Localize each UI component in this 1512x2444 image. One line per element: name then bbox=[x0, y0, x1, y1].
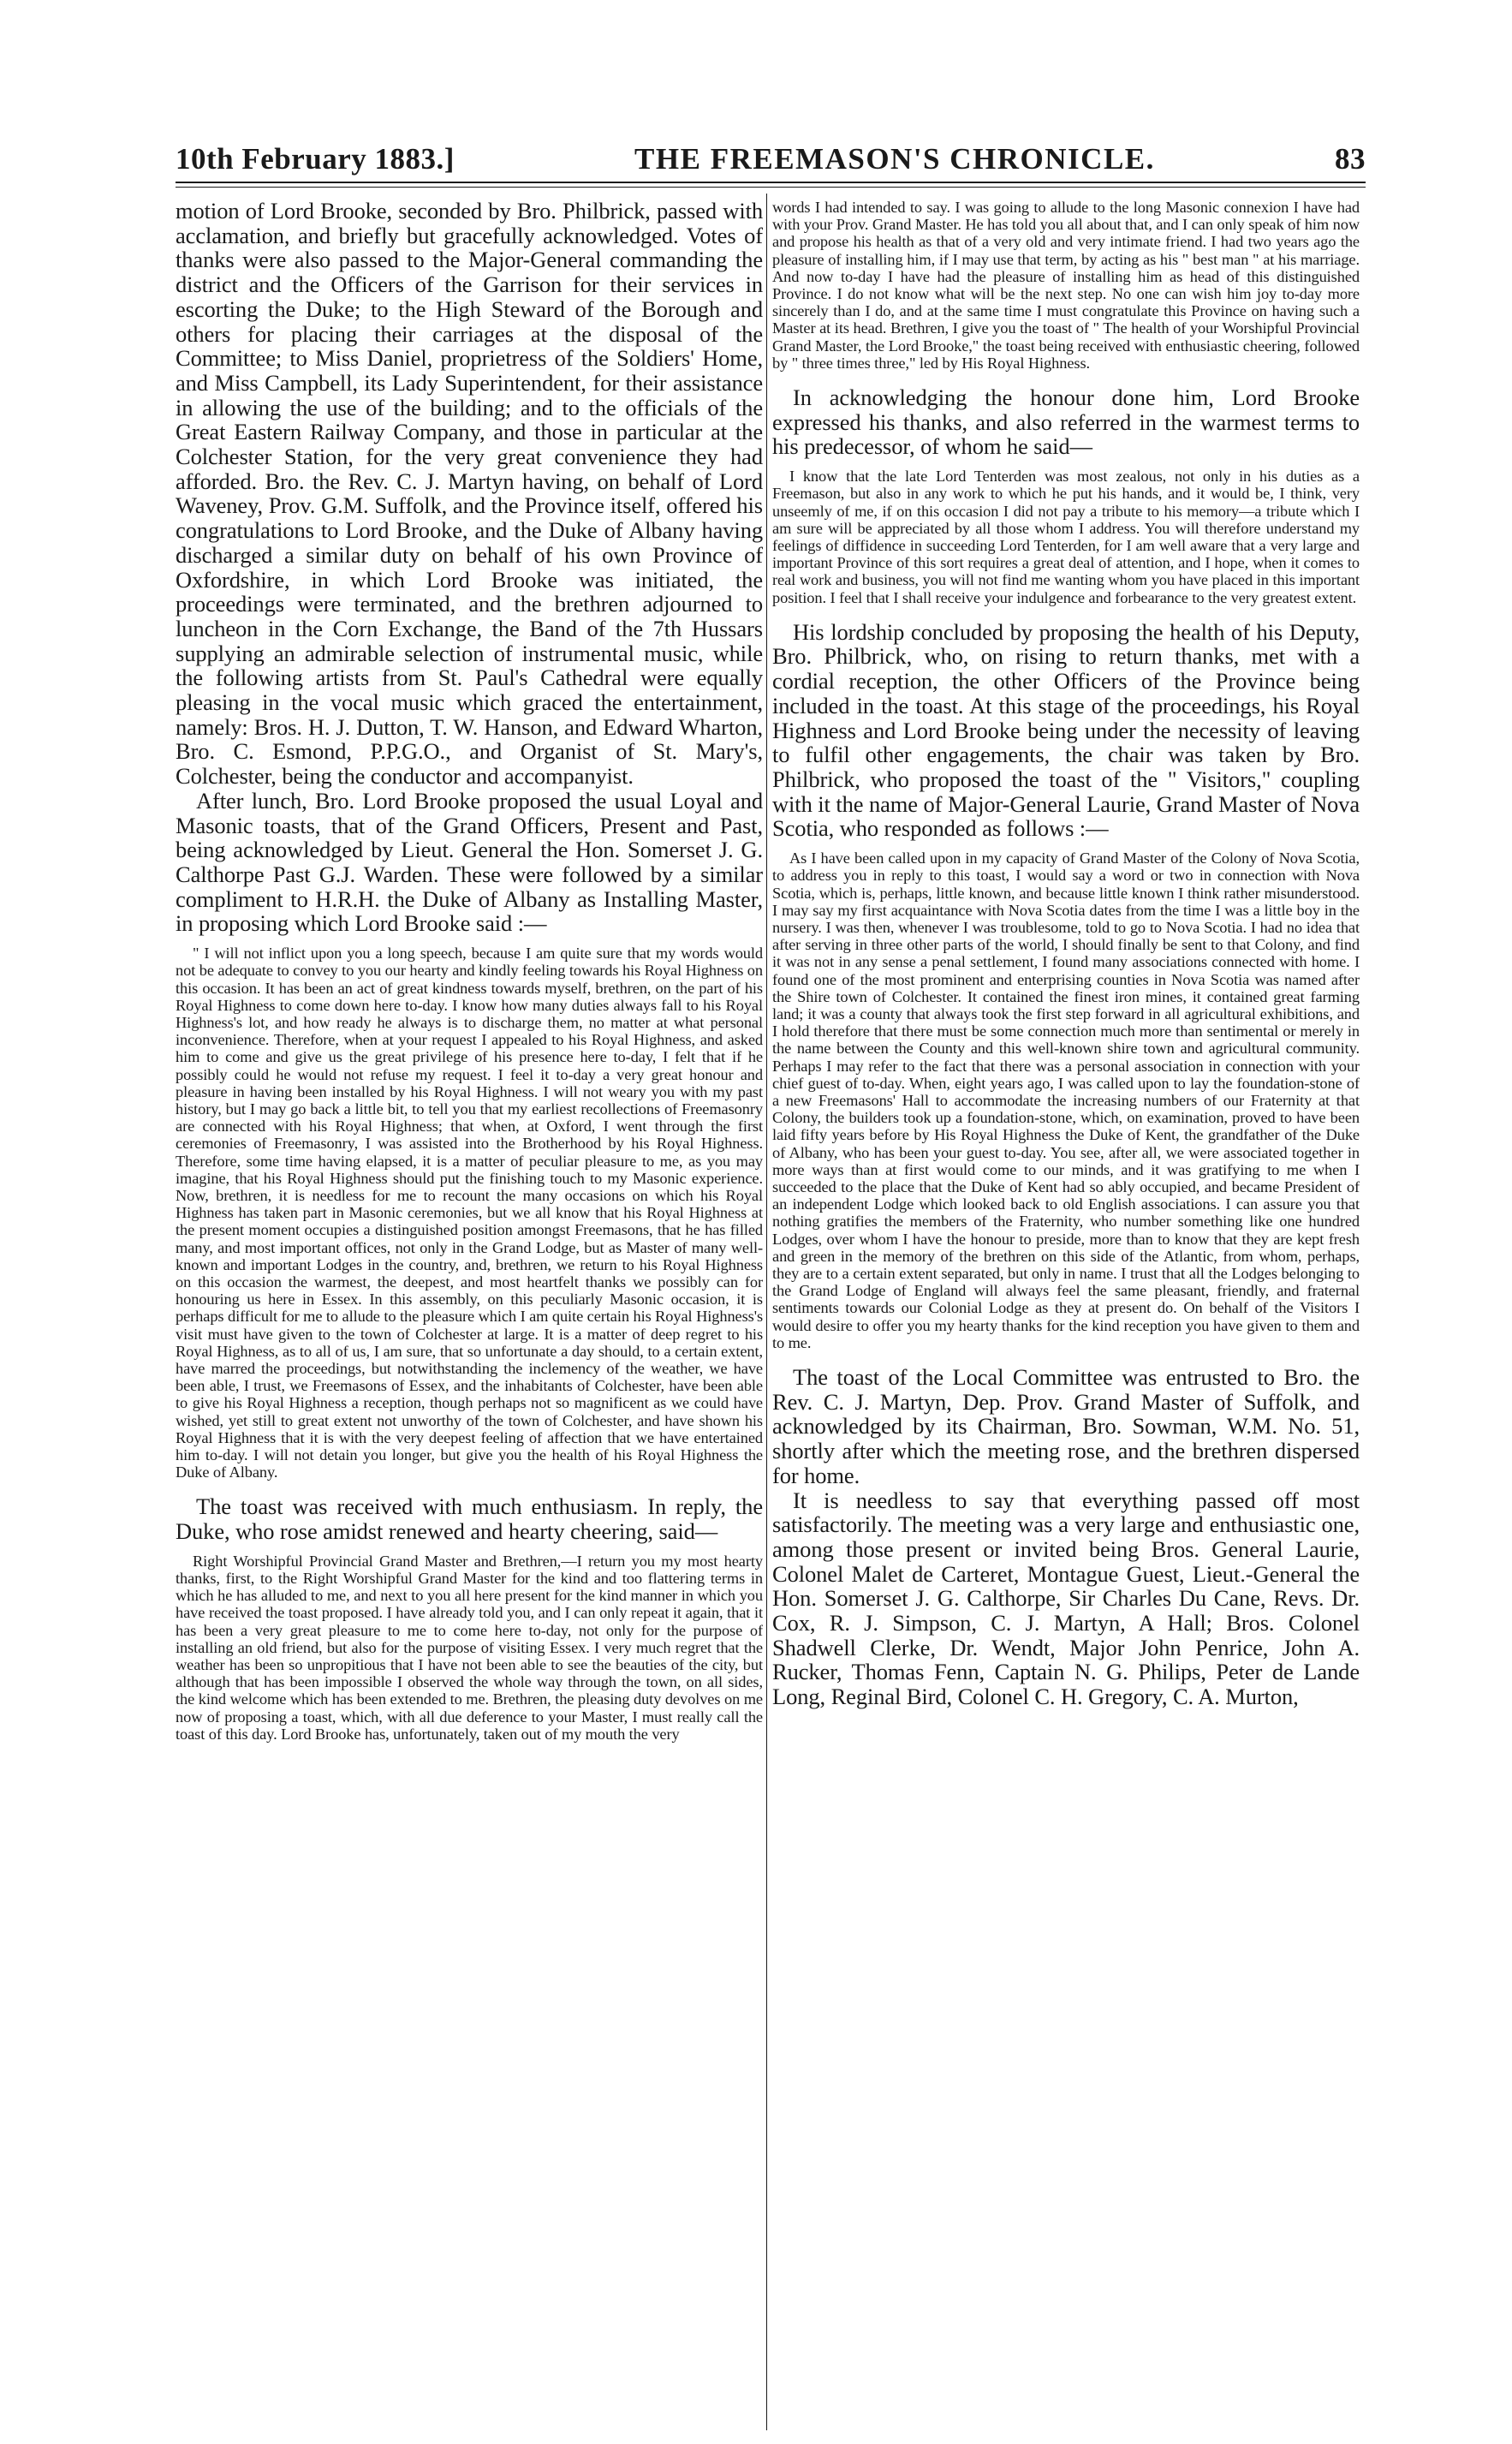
article-paragraph: The toast of the Local Committee was entrusted to Bro. the Rev. C. J. Martyn, Dep. Prov. Grand Master of Suffolk, and acknowledged by its Chairman, Bro. Sowman, W.M. No. 51, shortly after which the meeting rose, and the brethren dispersed for home. bbox=[772, 1363, 1360, 1488]
left-column bbox=[176, 199, 763, 2425]
article-paragraph: His lordship concluded by proposing the health of his Deputy, Bro. Philbrick, who, on rising to return thanks, met with a cordial reception, the other Officers of the Province being included in the toast. At this stage of the proceedings, his Royal Highness and Lord Brooke being under the necessity of leaving to fulfil other engagements, the chair was taken by Bro. Philbrick, who proposed the toast of the " Visitors," coupling with it the name of Major-General Laurie, Grand Master of Nova Scotia, who responded as follows :— bbox=[772, 618, 1360, 842]
article-paragraph: The toast was received with much enthusiasm. In reply, the Duke, who rose amidst renewed and hearty cheering, said— bbox=[176, 1493, 763, 1545]
header-rule bbox=[176, 182, 1366, 188]
speech-quote: words I had intended to say. I was going to allude to the long Masonic connexion I have had with your Prov. Grand Master. He has told you all about that, and I can only speak of him now and propose his health as that of a very old and very intimate friend. I had two years ago the pleasure of installing him, if I may use that term, by acting as his " best man " at his marriage. And now to-day I have had the pleasure of installing him as head of this distinguished Province. I do not know what will be the next step. No one can wish him joy to-day more sincerely than I do, and at the same time I must congratulate this Province on having such a Master at its head. Brethren, I give you the toast of " The health of your Worshipful Provincial Grand Master, the Lord Brooke," the toast being received with enthusiastic cheering, followed by " three times three," led by His Royal Highness. bbox=[772, 199, 1360, 372]
page-number: 83 bbox=[1334, 142, 1366, 176]
column-divider bbox=[766, 194, 767, 2430]
article-paragraph: It is needless to say that everything passed off most satisfactorily. The meeting was a very large and enthusiastic one, among those present or invited being Bros. General Laurie, Colonel Malet de Carteret, Montague Guest, Lieut.-General the Hon. Somerset J. G. Calthorpe, Sir Charles Du Cane, Revs. Dr. Cox, R. J. Simpson, C. J. Martyn, A Hall; Bros. Colonel Shadwell Clerke, Dr. Wendt, Major John Penrice, John A. Rucker, Thomas Fenn, Captain N. G. Philips, Peter de Lande Long, Reginal Bird, Colonel C. H. Gregory, C. A. Murton, bbox=[772, 1487, 1360, 1710]
speech-quote: " I will not inflict upon you a long speech, because I am quite sure that my words would not be adequate to convey to you our hearty and kindly feeling towards his Royal Highness on this occasion. It has been an act of great kindness towards myself, brethren, on the part of his Royal Highness to come down here to-day. I know how many duties always fall to his Royal Highness's lot, and how ready he always is to discharge them, no matter at what personal inconvenience. Therefore, when at your request I appealed to his Royal Highness, and asked him to come and give us the great privilege of his presence here to-day, I felt that if he possibly could he would not refuse my request. I feel it to-day a very great honour and pleasure in having been installed by his Royal Highness. I will not weary you with my past history, but I may go back a little bit, to tell you that my earliest recollections of Freemasonry are connected with his Royal Highness; that when, at Oxford, I went through the first ceremonies of Freemasonry, I was assisted into the Brotherhood by his Royal Highness. Therefore, some time having elapsed, it is a matter of peculiar pleasure to me, as you may imagine, that his Royal Highness should put the finishing touch to my Masonic experience. Now, brethren, it is needless for me to recount the many occasions on which his Royal Highness has taken part in Masonic ceremonies, but we all know that his Royal Highness at the present moment occupies a distinguished position amongst Freemasons, that he has filled many, and most important offices, not only in the Grand Lodge, but as Master of many well-known and important Lodges in the country, and, brethren, we return to his Royal Highness on this occasion the warmest, the deepest, and most heartfelt thanks we possibly can for honouring us here in Essex. In this assembly, on this peculiarly Masonic occasion, it is perhaps difficult for me to allude to the pleasure which I am quite certain his Royal Highness's visit must have given to the town of Colchester at large. It is a matter of deep regret to his Royal Highness, as to all of us, I am sure, that so unfortunate a day should, to a certain extent, have marred the proceedings, but notwithstanding the inclemency of the weather, we have been able, I trust, we Freemasons of Essex, and the inhabitants of Colchester, have been able to give his Royal Highness a reception, though perhaps not so magnificent as we could have wished, yet still to great extent not unworthy of the town of Colchester, and have shown his Royal Highness that it is with the very deepest feeling of affection that we have entertained him to-day. I will not detain you longer, but give you the health of his Royal Highness the Duke of Albany. bbox=[176, 945, 763, 1481]
article-paragraph: After lunch, Bro. Lord Brooke proposed the usual Loyal and Masonic toasts, that of the Grand Officers, Present and Past, being acknowledged by Lieut. General the Hon. Somerset J. G. Calthorpe Past G.J. Warden. These were followed by a similar compliment to H.R.H. the Duke of Albany as Installing Master, in proposing which Lord Brooke said :— bbox=[176, 787, 763, 937]
issue-date: 10th February 1883.] bbox=[176, 142, 455, 176]
right-column bbox=[772, 199, 1360, 2425]
speech-quote: As I have been called upon in my capacity of Grand Master of the Colony of Nova Scotia, to address you in reply to this toast, I would say a word or two in connection with Nova Scotia, which is, perhaps, little known, and because little known I think rather misunderstood. I may say my first acquaintance with Nova Scotia dates from the time I was a little boy in the nursery. I was then, whenever I was troublesome, told to go to Nova Scotia. I had no idea that after serving in three other parts of the world, I should finally be sent to that Colony, and find it was not in any sense a penal settlement, I found many associations connected with home. I found one of the most prominent and enterprising counties in Nova Scotia was named after the Shire town of Colchester. It contained the finest iron mines, it contained great farming land; it was a county that always took the first step forward in all agricultural exhibitions, and I hold therefore that there must be some connection much more than sentimental or merely in the name between the County and this well-known shire town and agricultural community. Perhaps I may refer to the fact that there was a personal association in connection with your chief guest of to-day. When, eight years ago, I was called upon to lay the foundation-stone of a new Freemasons' Hall to accommodate the increasing numbers of our Fraternity at that Colony, the builders took up a foundation-stone, which, on examination, proved to have been laid fifty years before by His Royal Highness the Duke of Kent, the grandfather of the Duke of Albany, who has been your guest to-day. You see, after all, we were associated together in more ways than at first would come to our minds, and it was gratifying to me when I succeeded to the place that the Duke of Kent had so ably occupied, and became President of an independent Lodge which looked back to old English associations. I can assure you that nothing gratifies the members of the Fraternity, who number something like one hundred Lodges, over whom I have the honour to preside, more than to know that they are kept fresh and green in the memory of the brethren on this side of the Atlantic, from whom, perhaps, they are to a certain extent separated, but only in name. I trust that all the Lodges belonging to the Grand Lodge of England will always feel the same pleasant, friendly, and fraternal sentiments towards our Colonial Lodge as they at present do. On behalf of the Visitors I would desire to offer you my hearty thanks for the kind reception you have given to them and to me. bbox=[772, 849, 1360, 1351]
publication-title: THE FREEMASON'S CHRONICLE. bbox=[634, 142, 1155, 176]
article-paragraph: motion of Lord Brooke, seconded by Bro. Philbrick, passed with acclamation, and briefly but gracefully acknowledged. Votes of thanks were also passed to the Major-General commanding the district and the Officers of the Garrison for their services in escorting the Duke; to the High Steward of the Borough and others for placing their carriages at the disposal of the Committee; to Miss Daniel, proprietress of the Soldiers' Home, and Miss Campbell, its Lady Superintendent, for their assistance in allowing the use of the building; and to the officials of the Great Eastern Railway Company, and those in particular at the Colchester Station, for the very great convenience they had afforded. Bro. the Rev. C. J. Martyn having, on behalf of Lord Waveney, Prov. G.M. Suffolk, and the Province itself, offered his congratulations to Lord Brooke, and the Duke of Albany having discharged a similar duty on behalf of his own Province of Oxfordshire, in which Lord Brooke was initiated, the proceedings were terminated, and the brethren adjourned to luncheon in the Corn Exchange, the Band of the 7th Hussars supplying an admirable selection of instrumental music, while the following artists from St. Paul's Cathedral were equally pleasing in the vocal music which graced the entertainment, namely: Bros. H. J. Dutton, T. W. Hanson, and Edward Wharton, Bro. C. Esmond, P.P.G.O., and Organist of St. Mary's, Colchester, being the conductor and accompanyist. bbox=[176, 199, 763, 790]
page-header bbox=[176, 127, 1366, 176]
article-paragraph: In acknowledging the honour done him, Lord Brooke expressed his thanks, and also referred in the warmest terms to his predecessor, of whom he said— bbox=[772, 384, 1360, 460]
speech-quote: I know that the late Lord Tenterden was most zealous, not only in his duties as a Freemason, but also in any work to which he put his hands, and it would be, I think, very unseemly of me, if on this occasion I did not pay a tribute to his memory—a tribute which I am sure will be appreciated by all those whom I address. You will therefore understand my feelings of diffidence in succeeding Lord Tenterden, for I am well aware that a very large and important Province of this sort requires a great deal of attention, and I hope, when it comes to real work and business, you will not find me wanting whom you have placed in this important position. I feel that I shall receive your indulgence and forbearance to the very greatest extent. bbox=[772, 468, 1360, 606]
speech-quote: Right Worshipful Provincial Grand Master and Brethren,—I return you my most hearty thanks, first, to the Right Worshipful Grand Master for the kind and too flattering terms in which he has alluded to me, and next to you all here present for the kind manner in which you have received the toast proposed. I have already told you, and I can only repeat it again, that it has been a very great pleasure to me to come here to-day, not only for the purpose of installing an old friend, but also for the purpose of visiting Essex. I very much regret that the weather has been so unpropitious that I have not been able to see the beauties of the city, but although that has been impossible I observed the whole way through the town, on all sides, the kind welcome which has been extended to me. Brethren, the pleasing duty devolves on me now of proposing a toast, which, with all due deference to your Master, I must really call the toast of this day. Lord Brooke has, unfortunately, taken out of my mouth the very bbox=[176, 1552, 763, 1743]
